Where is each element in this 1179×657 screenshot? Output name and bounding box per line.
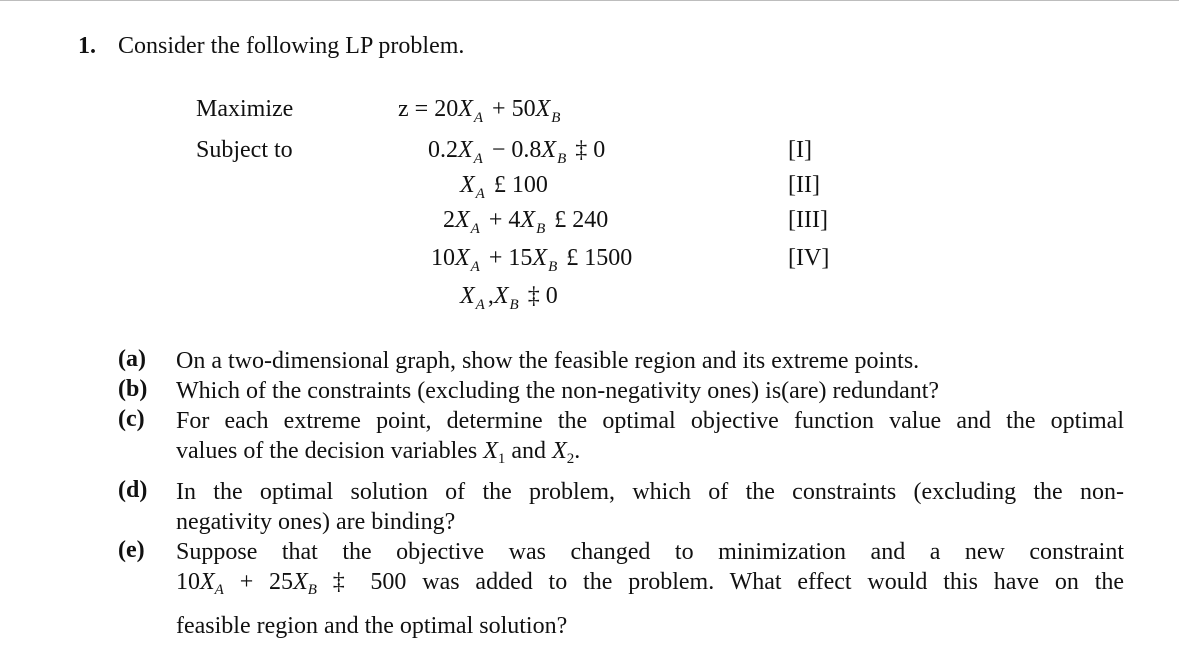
- constraint-4: $10X_A + 15X_B$ £ 1500: [431, 245, 633, 275]
- part-a-label: (a): [118, 346, 146, 372]
- part-e-text: Suppose that the objective was changed to minimization and a new constraint $10X_A + 25X_B$ ‡ 500 was added to the problem. What effect would this have on the feasible region and the optimal solution?: [176, 539, 1125, 639]
- part-d-text: In the optimal solution of the problem, which of the constraints (excluding the non- negativity ones) are binding?: [176, 479, 1124, 535]
- part-c-label: (c): [118, 406, 145, 432]
- question-number: 1.: [78, 33, 96, 59]
- constraint-2: $X_A$ £ 100: [460, 172, 548, 202]
- constraint-3-tag: [III]: [788, 207, 828, 233]
- part-d-label: (d): [118, 477, 148, 503]
- objective-function: $z = 20X_A + 50X_B$: [398, 96, 561, 126]
- subject-to-label: Subject to: [196, 137, 293, 163]
- part-a-text: On a two-dimensional graph, show the feasible region and its extreme points.: [176, 348, 920, 374]
- part-c-line-2: values of the decision variables $X_1$ and $X_2$.: [176, 438, 581, 467]
- part-e-line-2: $10X_A + 25X_B$ ‡ 500 was added to the problem. What effect would this have on the: [176, 569, 1125, 598]
- maximize-label: Maximize: [196, 96, 294, 122]
- constraint-1-tag: [I]: [788, 137, 812, 163]
- question-title: Consider the following LP problem.: [118, 33, 465, 59]
- non-negativity-constraint: $X_A$ $,X_B$ ‡ 0: [460, 283, 558, 313]
- constraint-2-tag: [II]: [788, 172, 820, 198]
- constraint-4-tag: [IV]: [788, 245, 830, 271]
- part-b-text: Which of the constraints (excluding the non-negativity ones) is(are) redundant?: [176, 378, 940, 404]
- constraint-3: $2X_A + 4X_B$ £ 240: [443, 207, 609, 237]
- part-b-label: (b): [118, 376, 148, 402]
- constraint-1: $0.2X_A - 0.8X_B$ ‡ 0: [428, 137, 606, 167]
- part-c-text: For each extreme point, determine the optimal objective function value and the optimal values of the decision variables $X_1$ and $X_2$.: [176, 406, 1124, 474]
- part-e-label: (e): [118, 537, 145, 563]
- top-divider: [0, 0, 1179, 1]
